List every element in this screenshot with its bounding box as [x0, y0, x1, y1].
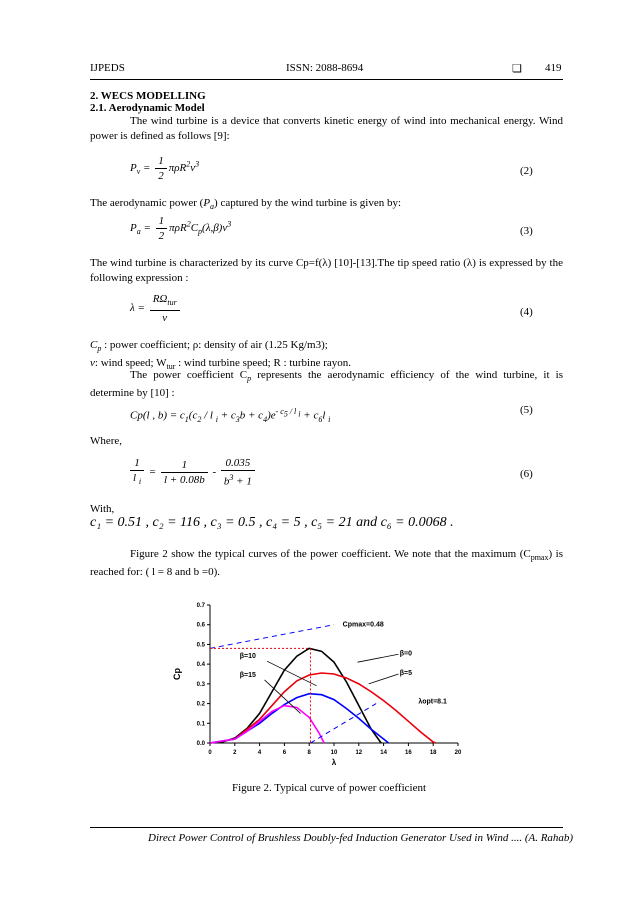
y-tick-label: 0.5 — [196, 642, 205, 649]
annotation-label: β=5 — [399, 669, 412, 677]
equation-6: $\frac{1}{l _i}$ = $\frac{1}{l + 0.08b}$ - $\frac{0.035}{b^3 + 1}$ — [128, 456, 257, 489]
annotation-label: β=10 — [239, 653, 256, 661]
header-rule — [90, 79, 563, 80]
equation-number: (4) — [520, 306, 533, 318]
x-tick-label: 16 — [405, 750, 412, 756]
x-tick-label: 18 — [429, 750, 437, 756]
annotation-arrow — [267, 661, 317, 686]
y-tick-label: 0.0 — [196, 741, 205, 747]
equation-number: (6) — [520, 468, 533, 480]
annotation-label: Cpmax=0.48 — [342, 621, 384, 629]
equation-number: (3) — [520, 225, 533, 237]
section-title: 2. WECS MODELLING — [90, 90, 206, 102]
equation-2: $P_v$ = $\frac{1}{2}$ $\pi\rho R^2v^3$ — [130, 155, 200, 182]
page-number: 419 — [545, 62, 562, 74]
x-tick-label: 4 — [257, 750, 262, 756]
x-tick-label: 8 — [307, 750, 311, 756]
equation-number: (2) — [520, 165, 533, 177]
paragraph-5: The power coefficient $C_p$ represents the aerodynamic efficiency of the wind turbine, it is determine by [10] : — [90, 369, 563, 400]
x-tick-label: 6 — [282, 750, 287, 756]
x-tick-label: 14 — [380, 750, 387, 756]
equation-number: (5) — [520, 404, 533, 416]
equation-5: Cp(l , $b) = c_1(c_2 / l$ $_i + c_3b + c_4)e^{- c_5 / l _i} + c_6l$ $_i$ — [130, 407, 331, 424]
issn: ISSN: 2088-8694 — [286, 62, 364, 74]
paragraph-6: Figure 2 show the typical curves of the power coefficient. We note that the maximum $(C_{pmax})$ is reached for: ( l = 8 and b =0). — [90, 548, 564, 579]
equation-3: $P_a$ = $\frac{1}{2}$ $\pi\rho R^2C_p(\lambda,\beta)v^3$ — [130, 215, 232, 242]
chart-series — [210, 625, 436, 743]
y-tick-label: 0.1 — [196, 721, 205, 728]
y-tick-label: 0.3 — [196, 681, 205, 688]
y-tick-label: 0.4 — [196, 662, 205, 669]
journal-name: IJPEDS — [90, 62, 125, 74]
symbol-definitions: $C_p$ : power coefficient; ρ: density of air (1.25 Kg/m3); v: wind speed; $W_{tur}$ : wind turbine speed; R : turbine rayon. — [90, 339, 352, 372]
power-coefficient-chart — [160, 595, 480, 775]
annotation-label: λopt=8.1 — [418, 698, 447, 706]
x-tick-label: 10 — [330, 750, 338, 756]
y-tick-label: 0.6 — [196, 622, 205, 629]
y-tick-label: 0.2 — [196, 701, 205, 708]
x-tick-label: 12 — [355, 750, 363, 756]
annotation-arrow — [369, 674, 399, 684]
lambda-opt-dashed-line — [310, 704, 376, 743]
section-subtitle: 2.1. Aerodynamic Model — [90, 102, 205, 114]
y-axis-label: Cp — [172, 668, 182, 680]
cpmax-dashed-line — [210, 625, 334, 649]
x-axis-label: λ — [331, 758, 337, 767]
paragraph-2: The aerodynamic power $(P_a)$ captured by the wind turbine is given by: — [90, 197, 402, 212]
annotation-arrow — [358, 654, 399, 662]
constants-line: c₁ = 0.51 , c₂ = 116 , c₃ = 0.5 , c₄ = 5 , c₅ = 21 and c₆ = 0.0068 . — [90, 515, 454, 530]
annotation-label: β=15 — [239, 671, 256, 679]
with-label: With, — [90, 503, 115, 515]
series-line — [210, 648, 381, 743]
annotation-label: β=0 — [399, 650, 412, 658]
x-tick-label: 2 — [233, 750, 237, 756]
footer-rule — [90, 827, 563, 828]
paragraph-1: The wind turbine is a device that converts kinetic energy of wind into mechanical energy. Wind power is defined as follows [9]: — [90, 115, 563, 142]
equation-4: λ = $\frac{R\Omega_{tur}}{v}$ — [130, 292, 182, 325]
footer-text: Direct Power Control of Brushless Doubly-fed Induction Generator Used in Wind .... (A. Rahab) — [148, 832, 574, 844]
x-tick-label: 20 — [454, 750, 462, 756]
y-tick-label: 0.7 — [196, 603, 205, 609]
figure-caption: Figure 2. Typical curve of power coefficient — [232, 782, 427, 794]
where-label: Where, — [90, 435, 123, 447]
x-tick-label: 0 — [208, 750, 212, 756]
checkbox-icon: ❏ — [512, 63, 522, 75]
chart-annotations — [240, 622, 447, 714]
paragraph-3: The wind turbine is characterized by its curve Cp=f(λ) [10]-[13].The tip speed ratio (λ) is expressed by the following expression : — [90, 257, 563, 284]
